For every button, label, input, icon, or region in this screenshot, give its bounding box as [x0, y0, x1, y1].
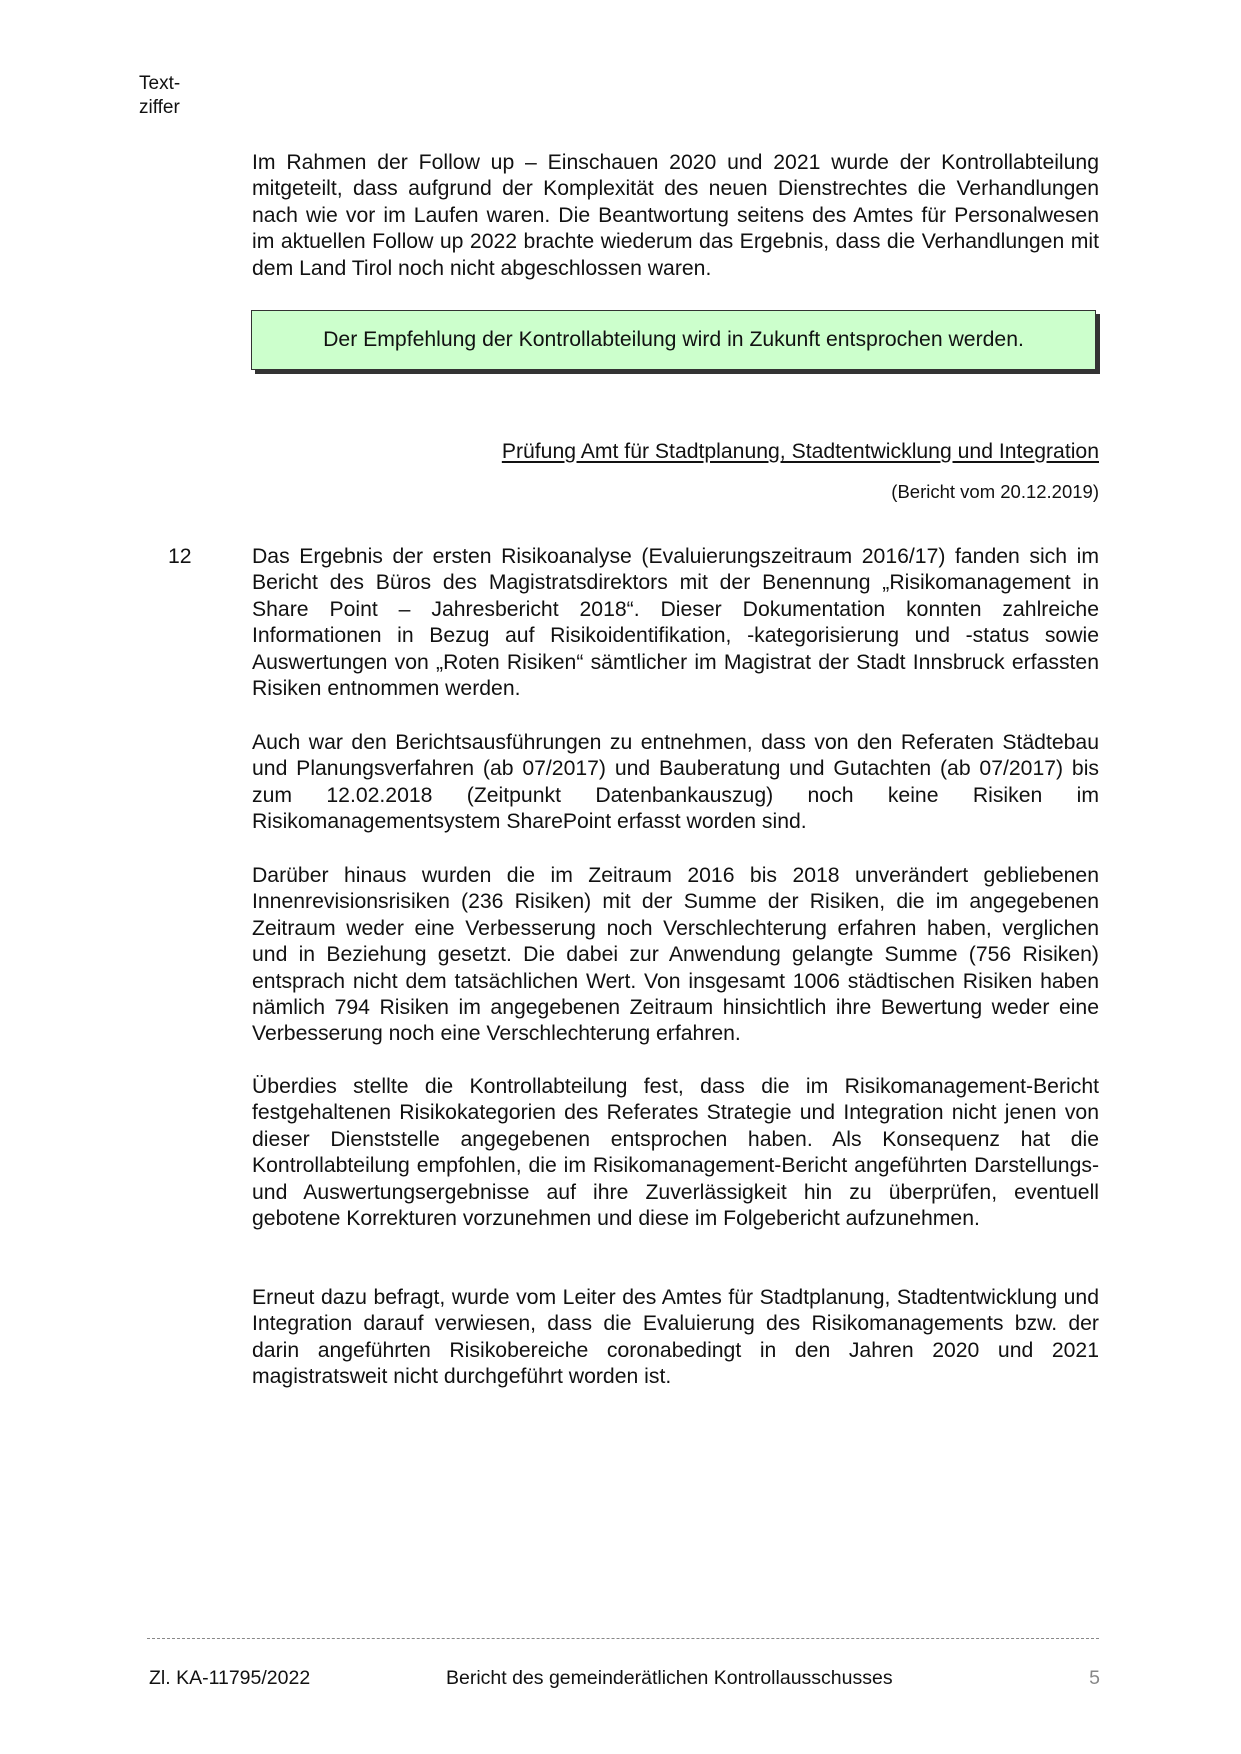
page-number: 5 [1089, 1667, 1100, 1689]
section-date: (Bericht vom 20.12.2019) [891, 481, 1099, 502]
item-paragraph-1: Das Ergebnis der ersten Risikoanalyse (Evaluierungszeitraum 2016/17) fanden sich im Bericht des Büros des Magistratsdirektors mit der Benennung „Risikomanagement in Share Point – Jahresbericht 2018“. Dieser Dokumentation konnten zahlreiche Informationen in Bezug auf Risikoidentifikation, -kategorisierung und -status sowie Auswertungen von „Roten Risiken“ sämtlicher im Magistrat der Stadt Innsbruck erfassten Risiken entnommen werden. [252, 545, 1099, 701]
margin-label-textziffer: Text- ziffer [139, 73, 181, 118]
footer-title: Bericht des gemeinderätlichen Kontrollausschusses [446, 1667, 893, 1689]
section-title: Prüfung Amt für Stadtplanung, Stadtentwicklung und Integration [501, 440, 1099, 463]
item-paragraph-4: Überdies stellte die Kontrollabteilung fest, dass die im Risikomanagement-Bericht festgehaltenen Risikokategorien des Referates Strategie und Integration nicht jenen von dieser Dienststelle angegebenen entsprochen haben. Als Konsequenz hat die Kontrollabteilung empfohlen, die im Risikomanagement-Bericht angeführten Darstellungs- und Auswertungsergebnisse auf ihre Zuverlässigkeit hin zu überprüfen, eventuell gebotene Korrekturen vorzunehmen und diese im Folgebericht aufzunehmen. [252, 1075, 1099, 1231]
callout-text: Der Empfehlung der Kontrollabteilung wird in Zukunft entsprochen werden. [323, 328, 1024, 351]
item-paragraph-5: Erneut dazu befragt, wurde vom Leiter des Amtes für Stadtplanung, Stadtentwicklung und Integration darauf verwiesen, dass die Evaluierung des Risikomanagements bzw. der darin angeführten Risikobereiche coronabedingt in den Jahren 2020 und 2021 magistratsweit nicht durchgeführt worden ist. [252, 1286, 1099, 1389]
intro-paragraph: Im Rahmen der Follow up – Einschauen 2020 und 2021 wurde der Kontrollabteilung mitgeteilt, dass aufgrund der Komplexität des neuen Dienstrechtes die Verhandlungen nach wie vor im Laufen waren. Die Beantwortung seitens des Amtes für Personalwesen im aktuellen Follow up 2022 brachte wiederum das Ergebnis, dass die Verhandlungen mit dem Land Tirol noch nicht abgeschlossen waren. [252, 151, 1099, 280]
item-paragraph-2: Auch war den Berichtsausführungen zu entnehmen, dass von den Referaten Städtebau und Planungsverfahren (ab 07/2017) und Bauberatung und Gutachten (ab 07/2017) bis zum 12.02.2018 (Zeitpunkt Datenbankauszug) noch keine Risiken im Risikomanagementsystem SharePoint erfasst worden sind. [252, 731, 1099, 834]
footer-reference: Zl. KA-11795/2022 [149, 1667, 311, 1689]
item-paragraph-3: Darüber hinaus wurden die im Zeitraum 2016 bis 2018 unverändert gebliebenen Innenrevisionsrisiken (236 Risiken) mit der Summe der Risiken, die im angegebenen Zeitraum weder eine Verbesserung noch Verschlechterung erfahren haben, verglichen und in Beziehung gesetzt. Die dabei zur Anwendung gelangte Summe (756 Risiken) entsprach nicht dem tatsächlichen Wert. Von insgesamt 1006 städtischen Risiken haben nämlich 794 Risiken im angegebenen Zeitraum hinsichtlich ihre Bewertung weder eine Verbesserung noch eine Verschlechterung erfahren. [252, 864, 1099, 1046]
footer-divider [147, 1638, 1099, 1639]
recommendation-callout [251, 310, 1096, 370]
item-number: 12 [168, 545, 192, 568]
